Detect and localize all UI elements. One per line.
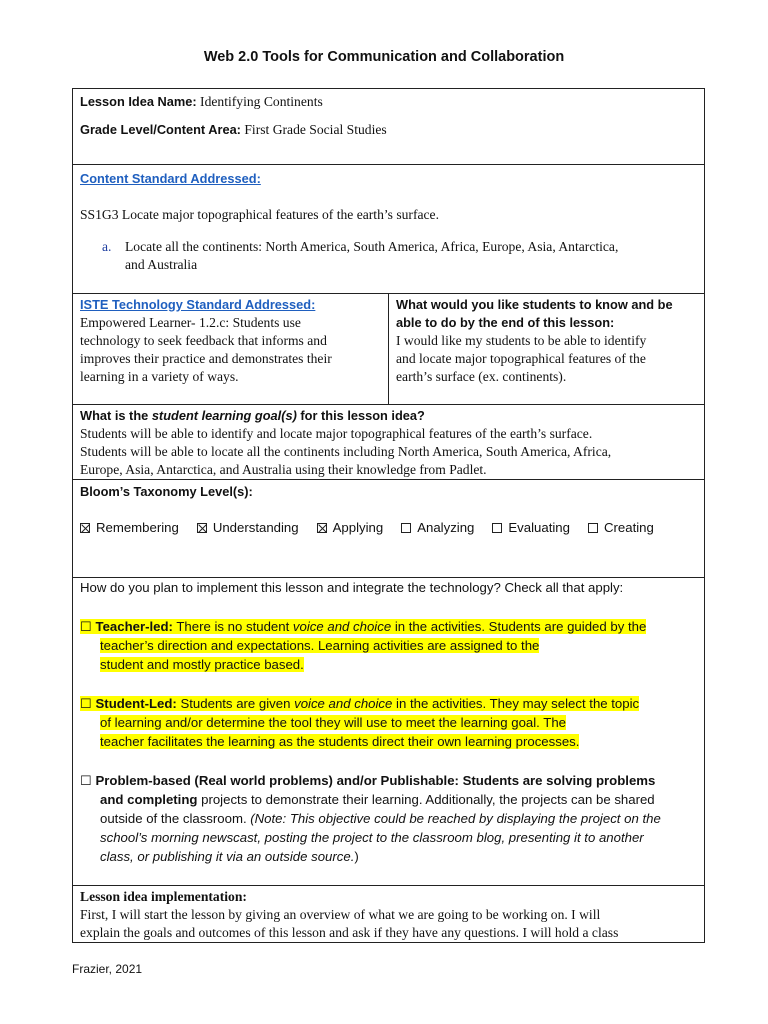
know-line-1: I would like my students to be able to identify	[396, 333, 647, 348]
bloom-level-applying[interactable]: Applying	[317, 519, 384, 537]
iste-line-3: improves their practice and demonstrates their	[80, 351, 332, 366]
implementation-line-2: explain the goals and outcomes of this lesson and ask if they have any questions. I will hold a class	[80, 925, 619, 940]
learning-goal-line-2: Students will be able to locate all the continents including North America, South America, Africa,	[80, 444, 612, 459]
checkbox-icon: ☐	[80, 696, 92, 711]
know-line-2: and locate major topographical features of the	[396, 351, 646, 366]
implementation-heading: Lesson idea implementation:	[80, 889, 247, 904]
bloom-heading: Bloom’s Taxonomy Level(s):	[80, 484, 253, 499]
lesson-name-value: Identifying Continents	[200, 94, 323, 109]
sub-item-marker: a.	[102, 239, 112, 254]
learning-goal-line-3: Europe, Asia, Antarctica, and Australia using their knowledge from Padlet.	[80, 462, 487, 477]
option-teacher-led[interactable]: ☐ Teacher-led: There is no student voice and choice in the activities. Students are guided by the teacher’s direction and expectations. Learning activities are assigned to the student and mostly practice based.	[80, 619, 647, 672]
option-problem-based[interactable]: ☐ Problem-based (Real world problems) and/or Publishable: Students are solving problems and completing projects to demonstrate their learning. Additionally, the projects can be shared outside of the classroom. (Note: This objective could be reached by displaying the project on the school’s morning newscast, posting the project to the classroom blog, presenting it to another class, or publishing it via an outside source.)	[80, 773, 661, 864]
bloom-level-evaluating[interactable]: Evaluating	[492, 519, 570, 537]
know-cell	[388, 293, 705, 405]
implement-question: How do you plan to implement this lesson and integrate the technology? Check all that apply:	[80, 580, 624, 595]
unchecked-box-icon	[492, 523, 502, 533]
bloom-level-creating[interactable]: Creating	[588, 519, 654, 537]
option-student-led[interactable]: ☐ Student-Led: Students are given voice and choice in the activities. They may select the topic of learning and/or determine the tool they will use to meet the learning goal. The teacher facilitates the learning as the students direct their own learning processes.	[80, 696, 640, 749]
implementation-line-1: First, I will start the lesson by giving an overview of what we are going to be working on. I will	[80, 907, 601, 922]
lesson-info-cell	[72, 88, 705, 165]
checked-box-icon	[80, 523, 90, 533]
bloom-level-remembering[interactable]: Remembering	[80, 519, 179, 537]
content-standard-heading: Content Standard Addressed:	[80, 171, 261, 186]
content-standard-text: SS1G3 Locate major topographical features of the earth’s surface.	[80, 207, 439, 222]
checked-box-icon	[317, 523, 327, 533]
iste-heading: ISTE Technology Standard Addressed:	[80, 297, 316, 312]
unchecked-box-icon	[588, 523, 598, 533]
iste-line-4: learning in a variety of ways.	[80, 369, 239, 384]
bloom-level-understanding[interactable]: Understanding	[197, 519, 299, 537]
learning-goal-cell	[72, 404, 705, 480]
grade-level-value: First Grade Social Studies	[244, 122, 387, 137]
know-line-3: earth’s surface (ex. continents).	[396, 369, 567, 384]
unchecked-box-icon	[401, 523, 411, 533]
implement-cell	[72, 577, 705, 886]
checkbox-icon: ☐	[80, 619, 92, 634]
bloom-cell	[72, 479, 705, 578]
learning-goal-line-1: Students will be able to identify and locate major topographical features of the earth’s surface.	[80, 426, 593, 441]
know-heading-line-1: What would you like students to know and be	[396, 297, 673, 312]
lesson-name-label: Lesson Idea Name:	[80, 94, 197, 109]
iste-line-2: technology to seek feedback that informs and	[80, 333, 327, 348]
bloom-level-analyzing[interactable]: Analyzing	[401, 519, 474, 537]
checkbox-icon: ☐	[80, 773, 92, 788]
sub-item-line-1: Locate all the continents: North America, South America, Africa, Europe, Asia, Antarctica,	[125, 239, 619, 254]
iste-line-1: Empowered Learner- 1.2.c: Students use	[80, 315, 301, 330]
checked-box-icon	[197, 523, 207, 533]
sub-item-line-2: and Australia	[125, 257, 198, 272]
bloom-levels	[80, 519, 697, 537]
page-title: Web 2.0 Tools for Communication and Collaboration	[203, 49, 565, 65]
grade-level-label: Grade Level/Content Area:	[80, 122, 241, 137]
know-heading-line-2: able to do by the end of this lesson:	[396, 315, 615, 330]
implementation-cell	[72, 885, 705, 943]
footer: Frazier, 2021	[72, 962, 143, 976]
iste-cell	[72, 293, 389, 405]
content-standard-cell	[72, 164, 705, 294]
learning-goal-question: What is the student learning goal(s) for this lesson idea?	[80, 408, 425, 423]
